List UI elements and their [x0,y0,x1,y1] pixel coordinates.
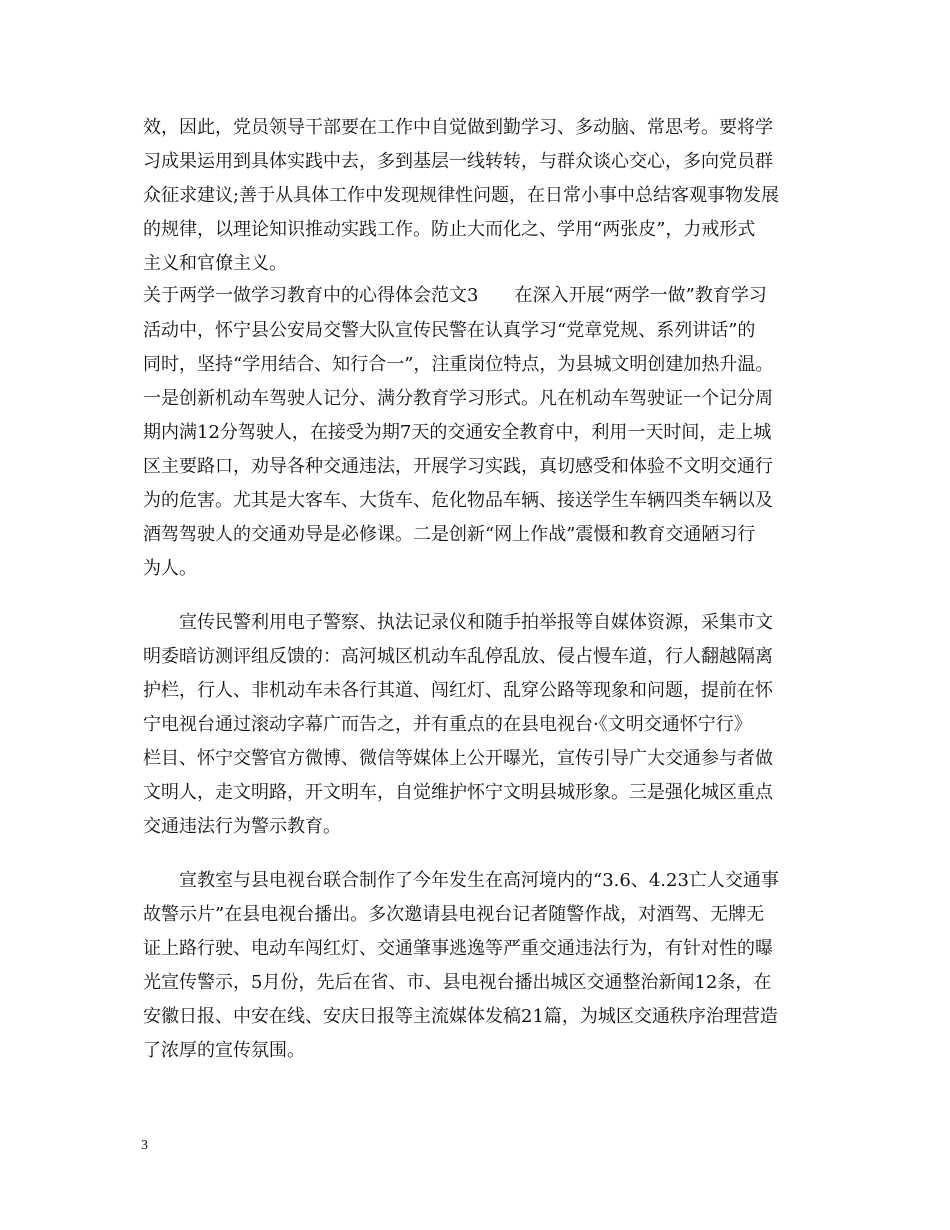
text-line: 宁电视台通过滚动字幕广而告之，并有重点的在县电视台·《文明交通怀宁行》 [143,714,752,735]
text-line: 故警示片”在县电视台播出。多次邀请县电视台记者随警作战，对酒驾、无牌无 [143,904,765,925]
text-line: 了浓厚的宣传氛围。 [143,1040,305,1061]
text-line: 宣传民警利用电子警察、执法记录仪和随手拍举报等自媒体资源，采集市文 [143,612,773,633]
text-line: 安徽日报、中安在线、安庆日报等主流媒体发稿21篇，为城区交通秩序治理营造 [143,1006,778,1027]
text-line: 的规律，以理论知识推动实践工作。防止大而化之、学用“两张皮”，力戒形式 [143,219,756,240]
text-line: 关于两学一做学习教育中的心得体会范文3 在深入开展“两学一做”教育学习 [143,285,767,306]
text-line: 效，因此，党员领导干部要在工作中自觉做到勤学习、多动脑、常思考。要将学 [143,117,773,138]
text-line: 主义和官僚主义。 [143,253,287,274]
text-line: 为的危害。尤其是大客车、大货车、危化物品车辆、接送学生车辆四类车辆以及 [143,490,773,511]
page-number: 3 [141,1138,148,1153]
text-line: 区主要路口，劝导各种交通违法，开展学习实践，真切感受和体验不文明交通行 [143,456,773,477]
text-line: 酒驾驾驶人的交通劝导是必修课。二是创新“网上作战”震慑和教育交通陋习行 [143,524,756,545]
text-line: 光宣传警示，5月份，先后在省、市、县电视台播出城区交通整治新闻12条，在 [143,972,772,993]
text-line: 护栏，行人、非机动车未各行其道、闯红灯、乱穿公路等现象和问题，提前在怀 [143,680,773,701]
text-line: 栏目、怀宁交警官方微博、微信等媒体上公开曝光，宣传引导广大交通参与者做 [143,748,773,769]
text-line: 同时，坚持“学用结合、知行合一”，注重岗位特点，为县城文明创建加热升温。 [143,354,774,375]
text-line: 宣教室与县电视台联合制作了今年发生在高河境内的“3.6、4.23亡人交通事 [143,870,779,891]
text-line: 文明人，走文明路，开文明车，自觉维护怀宁文明县城形象。三是强化城区重点 [143,782,773,803]
text-line: 众征求建议;善于从具体工作中发现规律性问题，在日常小事中总结客观事物发展 [143,185,780,206]
text-line: 为人。 [143,558,197,579]
text-line: 明委暗访测评组反馈的：高河城区机动车乱停乱放、侵占慢车道，行人翻越隔离 [143,646,773,667]
text-line: 证上路行驶、电动车闯红灯、交通肇事逃逸等严重交通违法行为，有针对性的曝 [143,938,773,959]
text-line: 习成果运用到具体实践中去，多到基层一线转转，与群众谈心交心，多向党员群 [143,151,773,172]
text-line: 交通违法行为警示教育。 [143,816,341,837]
text-line: 一是创新机动车驾驶人记分、满分教育学习形式。凡在机动车驾驶证一个记分周 [143,388,773,409]
text-line: 期内满12分驾驶人，在接受为期7天的交通安全教育中，利用一天时间，走上城 [143,422,772,443]
text-line: 活动中，怀宁县公安局交警大队宣传民警在认真学习“党章党规、系列讲话”的 [143,320,756,341]
